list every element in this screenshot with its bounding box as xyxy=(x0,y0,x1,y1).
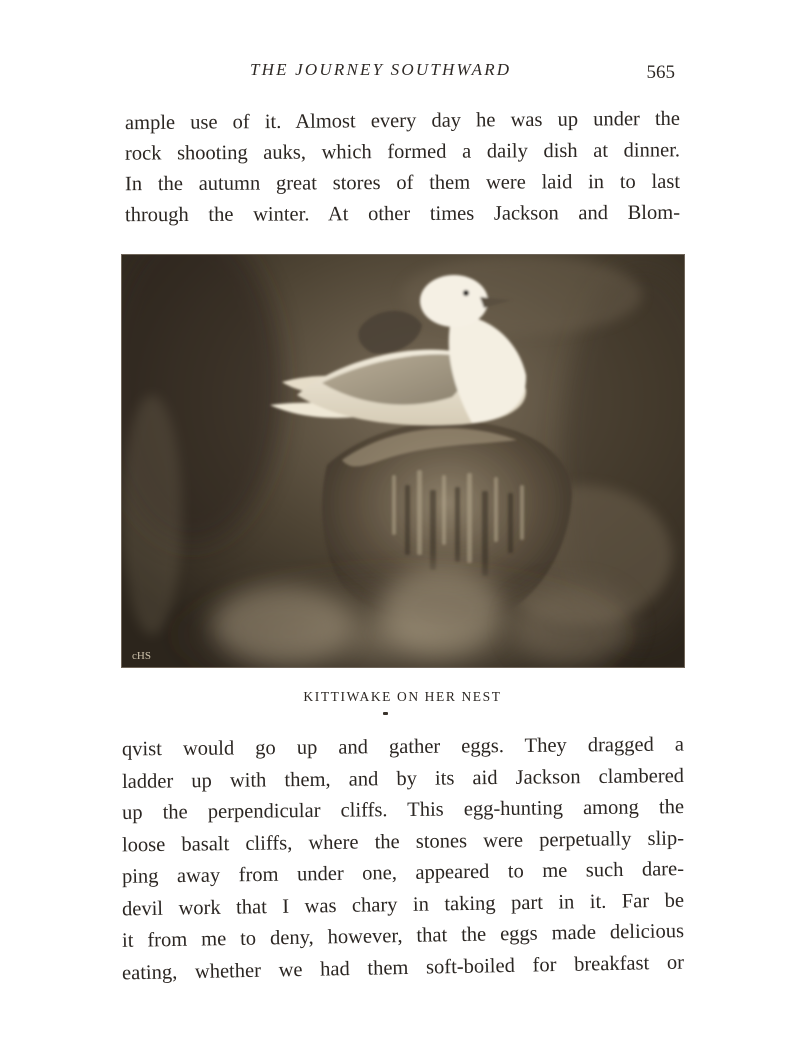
engraver-monogram: cHS xyxy=(132,650,151,662)
photo-plate-kittiwake xyxy=(121,254,685,668)
text-line: ladder up with them, and by its aid Jackson clambered xyxy=(121,764,685,793)
text-line: loose basalt cliffs, where the stones were perpetually slip- xyxy=(121,827,685,856)
text-line: ample use of it. Almost every day he was up under the xyxy=(124,107,681,135)
text-line: up the perpendicular cliffs. This egg-hunting among the xyxy=(121,796,685,824)
text-line: rock shooting auks, which formed a daily dish at dinner. xyxy=(124,139,681,165)
ornament-dot xyxy=(383,712,388,715)
paragraph-bottom xyxy=(122,732,684,984)
text-line: In the autumn great stores of them were laid in to last xyxy=(124,170,681,196)
page-number: 565 xyxy=(646,62,675,83)
figure-caption: KITTIWAKE ON HER NEST xyxy=(303,689,502,704)
text-line: through the winter. At other times Jackson and Blom- xyxy=(124,201,681,227)
paragraph-top xyxy=(125,106,680,230)
text-line: qvist would go up and gather eggs. They dragged a xyxy=(121,733,685,761)
running-header xyxy=(120,58,685,88)
running-title: THE JOURNEY SOUTHWARD xyxy=(250,60,512,79)
text-line: devil work that I was chary in taking part in it. Far be xyxy=(121,889,685,920)
text-line: it from me to deny, however, that the eggs made delicious xyxy=(121,920,685,952)
text-line: ping away from under one, appeared to me such dare- xyxy=(121,858,685,888)
text-line: eating, whether we had them soft-boiled for breakfast or xyxy=(121,951,685,984)
kittiwake-photograph xyxy=(122,255,684,667)
